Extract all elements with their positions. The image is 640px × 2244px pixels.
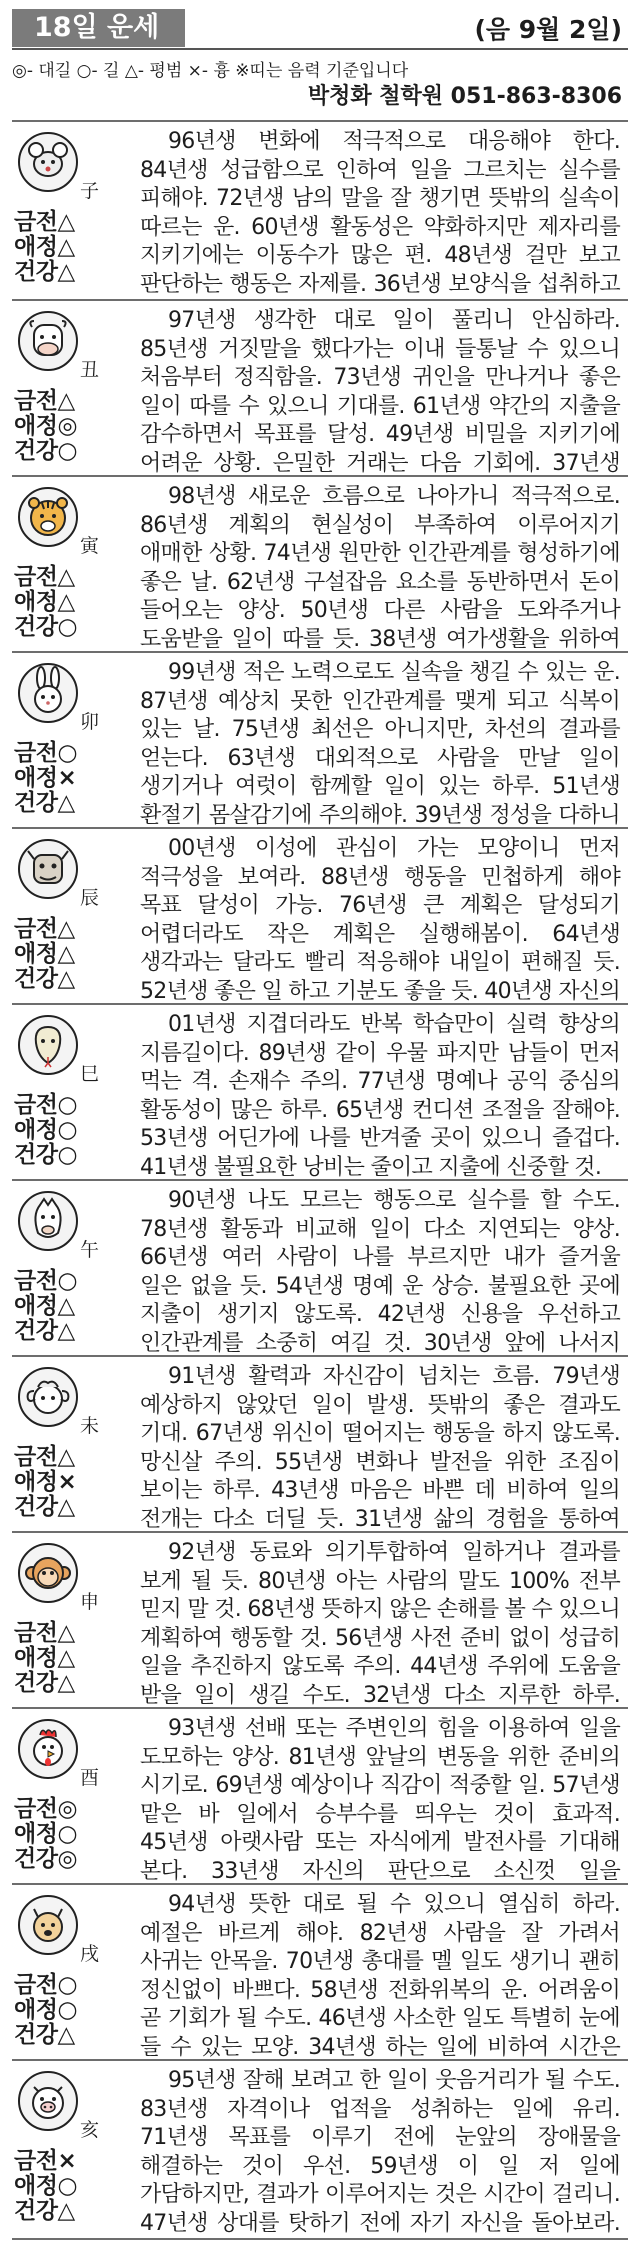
monkey-icon: [18, 1543, 78, 1603]
ratings: [14, 1269, 77, 1344]
zodiac-character: 未: [80, 1415, 100, 1437]
rat-icon: [18, 132, 78, 192]
lunar-date: (음 9월 2일): [474, 15, 622, 44]
zodiac-character: 亥: [80, 2119, 100, 2141]
health-rating: 건강△: [14, 1494, 75, 1520]
fortune-text: 90년생 나도 모르는 행동으로 실수를 할 수도. 78년생 활동과 비교해 일이 다소 지연되는 양상. 66년생 여러 사람이 나를 부르지만 내가 즐거울 일은 없을 듯. 54년생 명예 운 상승. 불필요한 곳에 지출이 생기지 않도록. 42년생 신용을 우선하고 인간관계를 소중히 여길 것. 30년생 앞에 나서지: [140, 1188, 620, 1356]
money-rating: 금전○: [14, 1268, 78, 1294]
love-rating: 애정△: [14, 1293, 75, 1319]
health-rating: 건강△: [14, 259, 75, 285]
dragon-icon: [18, 839, 78, 899]
ratings: [14, 210, 75, 285]
fortune-entry: [12, 1533, 628, 1709]
fortune-text: 92년생 동료와 의기투합하여 일하거나 결과를 보게 될 듯. 80년생 아는 사람의 말도 100% 전부 믿지 말 것. 68년생 뜻하지 않은 손해를 볼 수 있으니 계획하여 행동할 것. 56년생 사전 준비 없이 성급히 일을 추진하지 않도록 주의. 44년생 주위에 도움을 받을 일이 생길 수도. 32년생 다소 지루한 하루.: [140, 1540, 621, 1708]
rating-legend: ◎- 대길 ○- 길 △- 평범 ×- 흉 ※띠는 음력 기준입니다: [12, 61, 409, 81]
money-rating: 금전○: [14, 1972, 78, 1998]
zodiac-character: 戌: [80, 1943, 100, 1965]
health-rating: 건강△: [14, 790, 75, 816]
health-rating: 건강○: [14, 614, 78, 640]
fortune-text: 95년생 잘해 보려고 한 일이 웃음거리가 될 수도. 83년생 자격이나 업적을 성취하는 일에 유리. 71년생 목표를 이루기 전에 눈앞의 장애물을 해결하는 것이 우선. 59년생 이 일 저 일에 가담하지만, 결과가 이루어지는 것은 시간이 걸리니. 47년생 상대를 탓하기 전에 자기 자신을 돌아보라.: [140, 2068, 620, 2236]
money-rating: 금전×: [14, 2148, 77, 2174]
entry-sidebar: [12, 301, 140, 475]
page-title: 18일 운세: [12, 9, 185, 47]
health-rating: 건강◎: [14, 1846, 78, 1872]
fortune-entry: [12, 653, 628, 829]
ratings: [14, 1797, 77, 1872]
entry-sidebar: [12, 122, 140, 299]
ratings: [14, 1973, 77, 2048]
entry-sidebar: [12, 477, 140, 651]
health-rating: 건강△: [14, 1318, 75, 1344]
author-credit: 박청화 철학원 051-863-8306: [307, 84, 622, 109]
fortune-entry: [12, 2061, 628, 2240]
ratings: [14, 917, 75, 992]
ratings: [14, 389, 77, 464]
horse-icon: [18, 1191, 78, 1251]
zodiac-character: 辰: [80, 887, 100, 909]
ratings: [14, 1621, 75, 1696]
fortune-entry: [12, 1181, 628, 1357]
snake-icon: [18, 1015, 78, 1075]
money-rating: 금전○: [14, 740, 78, 766]
fortune-text: 93년생 선배 또는 주변인의 힘을 이용하여 일을 도모하는 양상. 81년생 앞날의 변동을 위한 준비의 시기로. 69년생 예상이나 직감이 적중할 일. 57년생 맡은 바 일에서 승부수를 띄우는 것이 효과적. 45년생 아랫사람 또는 자식에게 발전사를 기대해 본다. 33년생 자신의 판단으로 소신껏 일을: [140, 1716, 620, 1884]
fortune-text: 01년생 지겹더라도 반복 학습만이 실력 향상의 지름길이다. 89년생 같이 우물 파지만 남들이 먼저 먹는 격. 손재수 주의. 77년생 명예나 공익 중심의 활동성이 많은 하루. 65년생 컨디션 조절을 잘해야. 53년생 어딘가에 나를 반겨줄 곳이 있으니 즐겁다. 41년생 불필요한 낭비는 줄이고 지출에 신중할 것.: [140, 1012, 620, 1180]
tiger-icon: [18, 487, 78, 547]
money-rating: 금전△: [14, 388, 75, 414]
fortune-entry: [12, 1885, 628, 2061]
love-rating: 애정○: [14, 2173, 78, 2199]
love-rating: 애정△: [14, 589, 75, 615]
sheep-icon: [18, 1367, 78, 1427]
ratings: [14, 741, 77, 816]
love-rating: 애정△: [14, 1645, 75, 1671]
zodiac-character: 丑: [80, 359, 100, 381]
love-rating: 애정○: [14, 1821, 78, 1847]
fortune-text: 94년생 뜻한 대로 될 수 있으니 열심히 하라. 예절은 바르게 해야. 82년생 사람을 잘 가려서 사귀는 안목을. 70년생 총대를 멜 일도 생기니 괜히 정신없이 바쁘다. 58년생 전화위복의 운. 어려움이 곧 기회가 될 수도. 46년생 사소한 일도 특별히 눈에 들 수 있는 모양. 34년생 하는 일에 비하여 시간은: [140, 1892, 620, 2060]
entry-sidebar: [12, 1005, 140, 1179]
fortune-entry: [12, 301, 628, 477]
love-rating: 애정△: [14, 234, 75, 260]
fortune-entry: [12, 477, 628, 653]
fortune-entry: [12, 1357, 628, 1533]
rooster-icon: [18, 1719, 78, 1779]
fortune-entry: [12, 1005, 628, 1181]
fortune-text: 00년생 이성에 관심이 가는 모양이니 먼저 적극성을 보여라. 88년생 행동을 민첩하게 해야 목표 달성이 가능. 76년생 큰 계획은 달성되기 어렵더라도 작은 계획은 실행해봄이. 64년생 생각과는 달라도 빨리 적응해야 내일이 편해질 듯. 52년생 좋은 일 하고 기분도 좋을 듯. 40년생 자신의: [140, 836, 620, 1004]
ratings: [14, 2149, 77, 2224]
fortune-text: 99년생 적은 노력으로도 실속을 챙길 수 있는 운. 87년생 예상치 못한 인간관계를 맺게 되고 식복이 있는 날. 75년생 최선은 아니지만, 차선의 결과를 얻는다. 63년생 대외적으로 사람을 만날 일이 생기거나 여럿이 함께할 일이 있는 하루. 51년생 환절기 몸살감기에 주의해야. 39년생 정성을 다하니: [140, 660, 620, 828]
header-bar: [12, 8, 628, 50]
entry-sidebar: [12, 1357, 140, 1531]
zodiac-character: 申: [80, 1591, 100, 1613]
entry-sidebar: [12, 1533, 140, 1707]
fortune-entry: [12, 1709, 628, 1885]
entry-sidebar: [12, 1181, 140, 1355]
money-rating: 금전○: [14, 1092, 78, 1118]
love-rating: 애정○: [14, 1117, 78, 1143]
health-rating: 건강△: [14, 2198, 75, 2224]
ox-icon: [18, 311, 78, 371]
health-rating: 건강○: [14, 438, 78, 464]
fortune-text: 96년생 변화에 적극적으로 대응해야 한다. 84년생 성급함으로 인하여 일을 그르치는 실수를 피해야. 72년생 남의 말을 잘 챙기면 뜻밖의 실속이 따르는 운. 60년생 활동성은 약화하지만 제자리를 지키기에는 이동수가 많은 편. 48년생 걸만 보고 판단하는 행동은 자제를. 36년생 보양식을 섭취하고: [140, 129, 620, 297]
entry-sidebar: [12, 1709, 140, 1883]
entry-sidebar: [12, 1885, 140, 2059]
fortune-list: [12, 120, 628, 2240]
love-rating: 애정△: [14, 941, 75, 967]
fortune-text: 98년생 새로운 흐름으로 나아가니 적극적으로. 86년생 계획의 현실성이 부족하여 이루어지기 애매한 상황. 74년생 원만한 인간관계를 형성하기에 좋은 날. 62년생 구설잡음 요소를 동반하면서 돈이 들어오는 양상. 50년생 다른 사람을 도와주거나 도움받을 일이 따를 듯. 38년생 여가생활을 위하여: [140, 484, 620, 652]
fortune-text: 91년생 활력과 자신감이 넘치는 흐름. 79년생 예상하지 않았던 일이 발생. 뜻밖의 좋은 결과도 기대. 67년생 위신이 떨어지는 행동을 하지 않도록. 망신살 주의. 55년생 변화나 발전을 위한 조짐이 보이는 하루. 43년생 마음은 바쁜 데 비하여 일의 전개는 다소 더딜 듯. 31년생 삶의 경험을 통하여: [140, 1364, 620, 1532]
money-rating: 금전△: [14, 564, 75, 590]
health-rating: 건강△: [14, 2022, 75, 2048]
money-rating: 금전△: [14, 916, 75, 942]
entry-sidebar: [12, 653, 140, 827]
health-rating: 건강△: [14, 966, 75, 992]
entry-sidebar: [12, 2061, 140, 2238]
love-rating: 애정◎: [14, 413, 78, 439]
money-rating: 금전△: [14, 209, 75, 235]
zodiac-character: 寅: [80, 535, 100, 557]
zodiac-character: 卯: [80, 711, 100, 733]
ratings: [14, 1093, 77, 1168]
fortune-entry: [12, 122, 628, 301]
love-rating: 애정×: [14, 765, 77, 791]
entry-sidebar: [12, 829, 140, 1003]
love-rating: 애정○: [14, 1997, 78, 2023]
zodiac-character: 子: [80, 180, 100, 202]
ratings: [14, 1445, 76, 1520]
zodiac-character: 午: [80, 1239, 100, 1261]
love-rating: 애정×: [14, 1469, 77, 1495]
zodiac-character: 巳: [80, 1063, 100, 1085]
zodiac-character: 酉: [80, 1767, 100, 1789]
fortune-entry: [12, 829, 628, 1005]
money-rating: 금전△: [14, 1620, 75, 1646]
pig-icon: [18, 2071, 78, 2131]
dog-icon: [18, 1895, 78, 1955]
fortune-text: 97년생 생각한 대로 일이 풀리니 안심하라. 85년생 거짓말을 했다가는 이내 들통날 수 있으니 처음부터 정직함을. 73년생 귀인을 만나거나 좋은 일이 따를 수 있으니 기대를. 61년생 약간의 지출을 감수하면서 목표를 달성. 49년생 비밀을 지키기에 어려운 상황. 은밀한 거래는 다음 기회에. 37년생: [140, 308, 620, 476]
money-rating: 금전△: [14, 1444, 75, 1470]
health-rating: 건강△: [14, 1670, 75, 1696]
money-rating: 금전◎: [14, 1796, 78, 1822]
rabbit-icon: [18, 663, 78, 723]
ratings: [14, 565, 77, 640]
health-rating: 건강○: [14, 1142, 78, 1168]
